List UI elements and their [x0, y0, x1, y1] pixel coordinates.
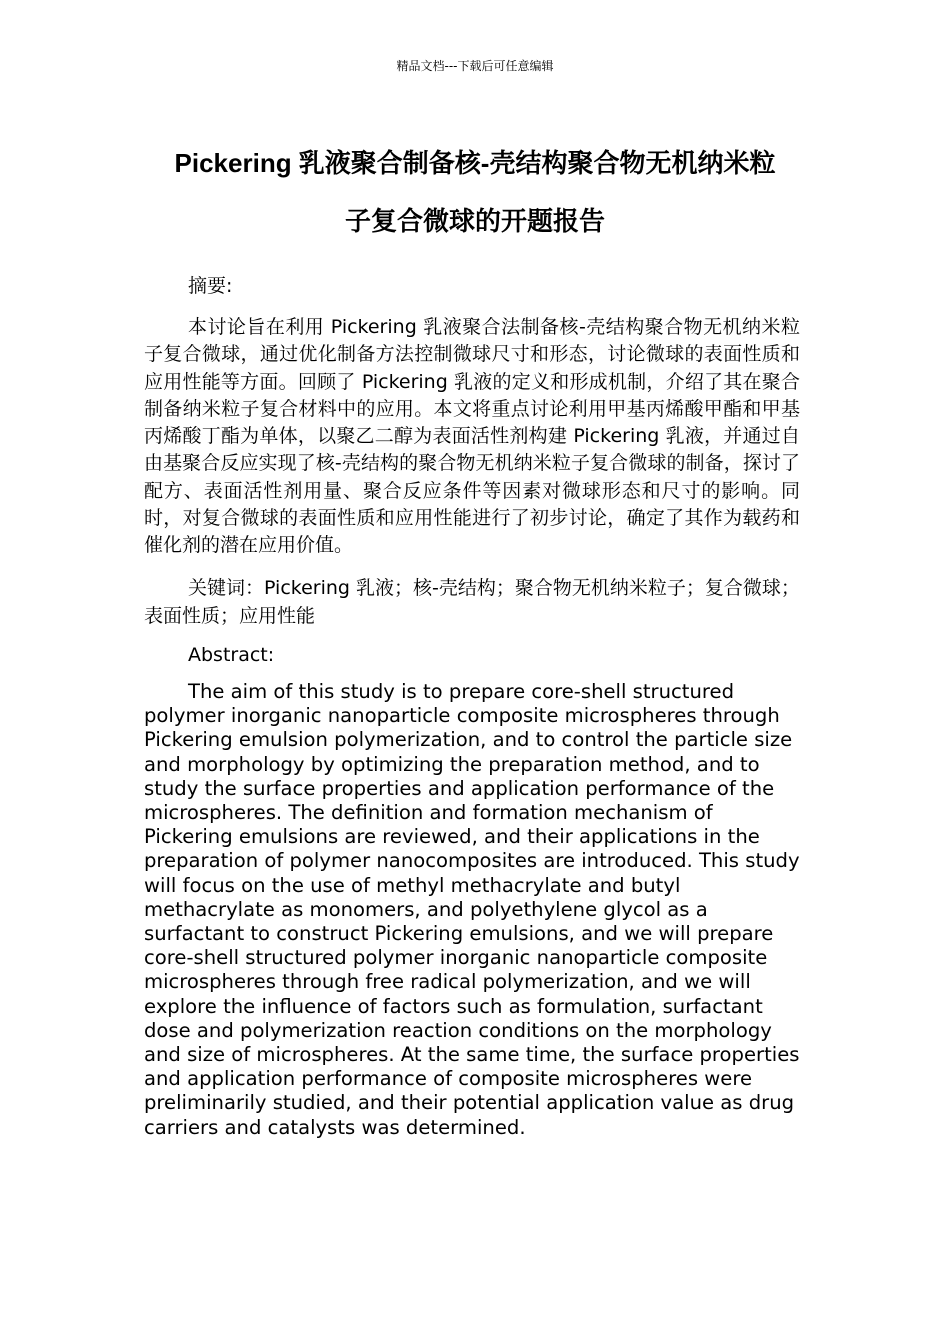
abstract-label-zh: 摘要:	[188, 275, 233, 297]
title-line-2: 子复合微球的开题报告	[344, 206, 605, 236]
abstract-zh-paragraph: 本讨论旨在利用 Pickering 乳液聚合法制备核-壳结构聚合物无机纳米粒子复合微球，通过优化制备方法控制微球尺寸和形态，讨论微球的表面性质和应用性能等方面。回顾了 Pickering 乳液的定义和形成机制，介绍了其在聚合制备纳米粒子复合材料中的应用。本文将重点讨论利用甲基丙烯酸甲酯和甲基丙烯酸丁酯为单体，以聚乙二醇为表面活性剂构建 Pickering 乳液，并通过自由基聚合反应实现了核-壳结构的聚合物无机纳米粒子复合微球的制备，探讨了配方、表面活性剂用量、聚合反应条件等因素对微球形态和尺寸的影响。同时，对复合微球的表面性质和应用性能进行了初步讨论，确定了其作为载药和催化剂的潜在应用价值。	[144, 316, 800, 557]
header-note: 精品文档---下载后可任意编辑	[396, 59, 554, 73]
title-line-1: Pickering 乳液聚合制备核-壳结构聚合物无机纳米粒	[174, 148, 776, 178]
abstract-label-en: Abstract:	[188, 644, 275, 666]
keywords-zh: 关键词：Pickering 乳液；核-壳结构；聚合物无机纳米粒子；复合微球；表面性质；应用性能	[144, 577, 800, 627]
abstract-en-paragraph: The aim of this study is to prepare core-shell structured polymer inorganic nanoparticle composite microspheres through Pickering emulsion polymerization, and to control the particle size and morphology by optimizing the preparation method, and to study the surface properties and application performance of the microspheres. The definition and formation mechanism of Pickering emulsions are reviewed, and their applications in the preparation of polymer nanocomposites are introduced. This study will focus on the use of methyl methacrylate and butyl methacrylate as monomers, and polyethylene glycol as a surfactant to construct Pickering emulsions, and we will prepare core-shell structured polymer inorganic nanoparticle composite microspheres through free radical polymerization, and we will explore the influence of factors such as formulation, surfactant dose and polymerization reaction conditions on the morphology and size of microspheres. At the same time, the surface properties and application performance of composite microspheres were preliminarily studied, and their potential application value as drug carriers and catalysts was determined.	[144, 680, 800, 1139]
document-title	[100, 134, 850, 250]
